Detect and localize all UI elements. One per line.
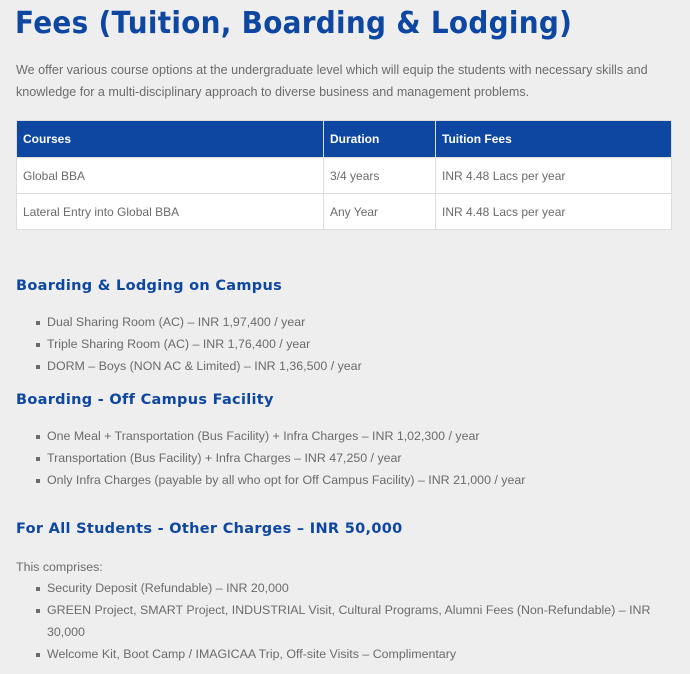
list-item: Welcome Kit, Boot Camp / IMAGICAA Trip, Off-site Visits – Complimentary bbox=[47, 643, 672, 665]
list-item: Triple Sharing Room (AC) – INR 1,76,400 / year bbox=[47, 333, 672, 355]
on-campus-heading: Boarding & Lodging on Campus bbox=[16, 278, 283, 294]
table-row bbox=[17, 158, 672, 194]
column-header-duration: Duration bbox=[324, 121, 436, 158]
list-item: GREEN Project, SMART Project, INDUSTRIAL Visit, Cultural Programs, Alumni Fees (Non-Refundable) – INR 30,000 bbox=[47, 599, 672, 643]
duration-cell: Any Year bbox=[324, 194, 436, 230]
table-header-row bbox=[17, 121, 672, 158]
course-cell: Global BBA bbox=[17, 158, 324, 194]
intro-paragraph: We offer various course options at the undergraduate level which will equip the students with necessary skills and knowledge for a multi-disciplinary approach to diverse business and management problems. bbox=[16, 63, 648, 99]
list-item: Dual Sharing Room (AC) – INR 1,97,400 / year bbox=[47, 311, 672, 333]
table-row bbox=[17, 194, 672, 230]
list-item: One Meal + Transportation (Bus Facility) + Infra Charges – INR 1,02,300 / year bbox=[47, 425, 672, 447]
fees-cell: INR 4.48 Lacs per year bbox=[436, 158, 672, 194]
page-title: Fees (Tuition, Boarding & Lodging) bbox=[15, 6, 573, 41]
other-charges-heading: For All Students - Other Charges – INR 50,000 bbox=[16, 521, 403, 537]
on-campus-list bbox=[0, 311, 672, 377]
column-header-tuition-fees: Tuition Fees bbox=[436, 121, 672, 158]
list-item: Transportation (Bus Facility) + Infra Charges – INR 47,250 / year bbox=[47, 447, 672, 469]
duration-cell: 3/4 years bbox=[324, 158, 436, 194]
off-campus-list bbox=[0, 425, 672, 491]
fees-cell: INR 4.48 Lacs per year bbox=[436, 194, 672, 230]
list-item: DORM – Boys (NON AC & Limited) – INR 1,36,500 / year bbox=[47, 355, 672, 377]
other-charges-list bbox=[0, 577, 672, 665]
list-item: Only Infra Charges (payable by all who opt for Off Campus Facility) – INR 21,000 / year bbox=[47, 469, 672, 491]
course-cell: Lateral Entry into Global BBA bbox=[17, 194, 324, 230]
off-campus-heading: Boarding - Off Campus Facility bbox=[16, 392, 274, 408]
column-header-courses: Courses bbox=[17, 121, 324, 158]
fees-table bbox=[16, 120, 672, 230]
list-item: Security Deposit (Refundable) – INR 20,000 bbox=[47, 577, 672, 599]
comprises-label: This comprises: bbox=[16, 560, 103, 574]
